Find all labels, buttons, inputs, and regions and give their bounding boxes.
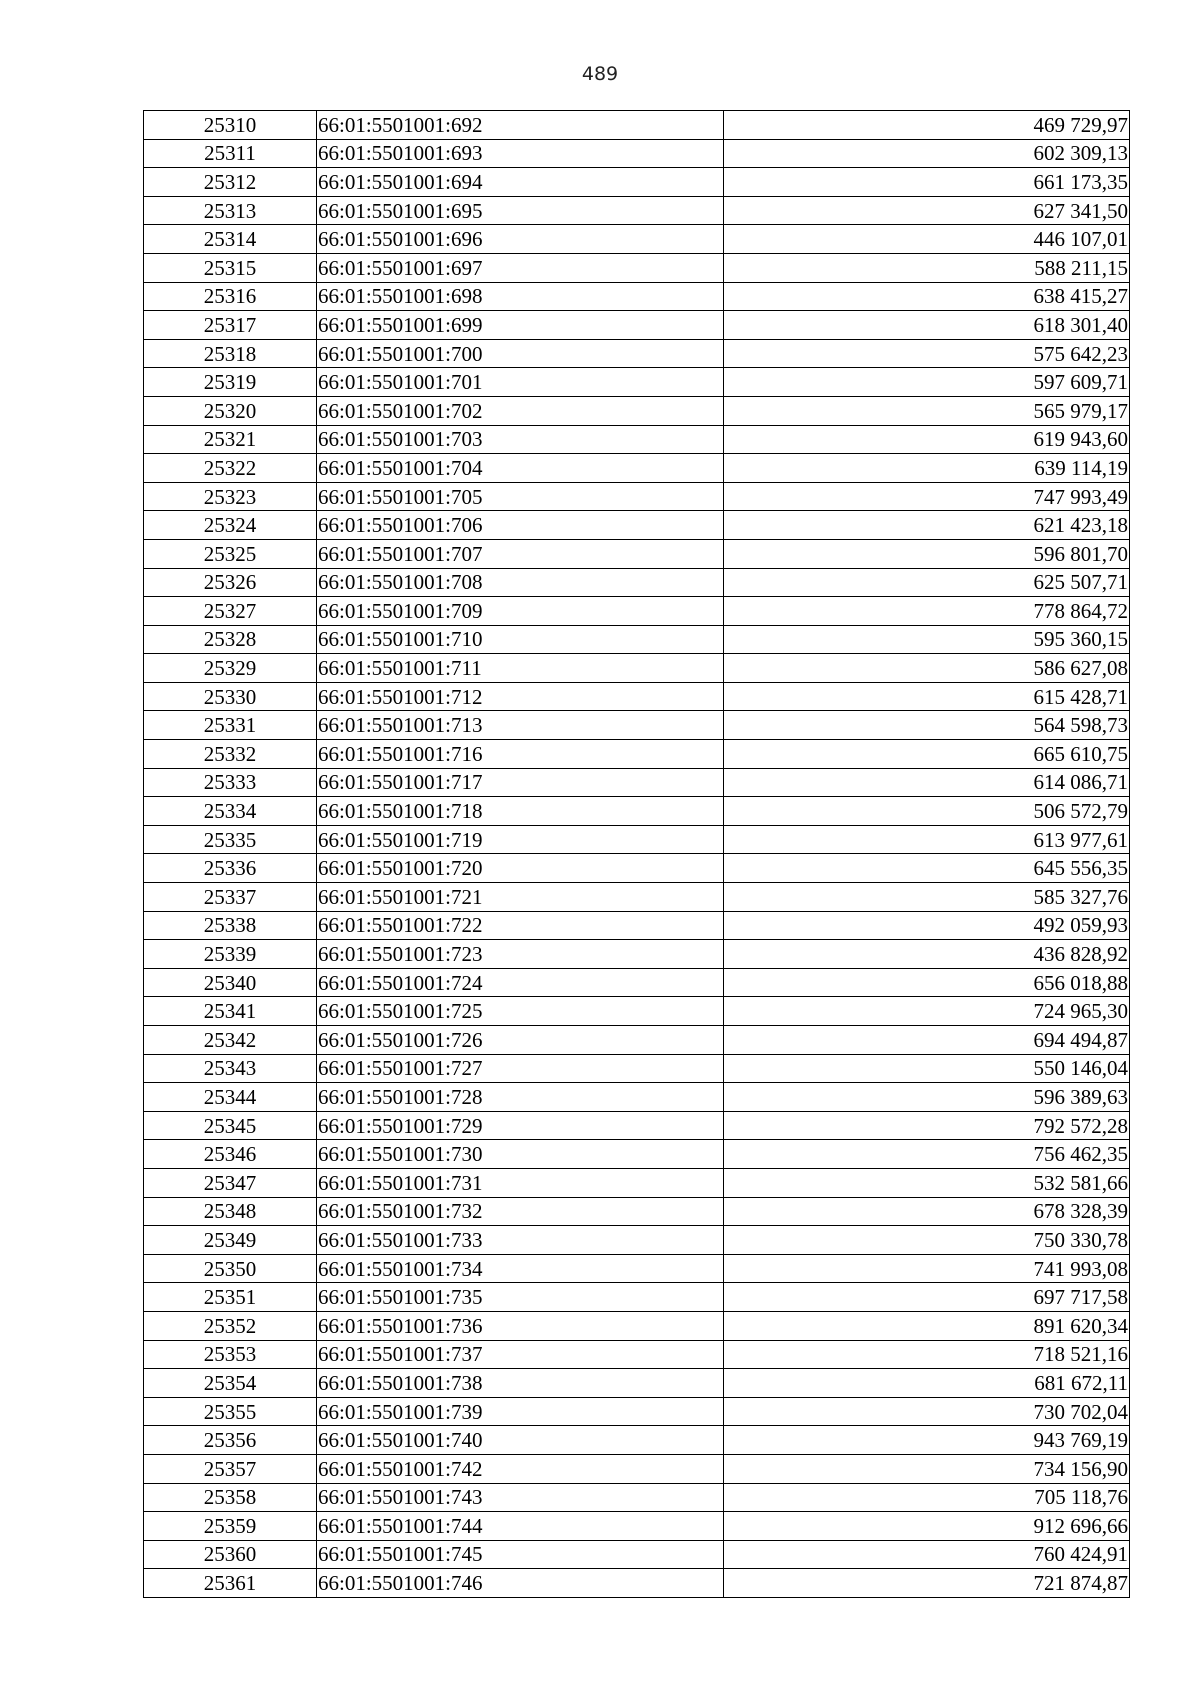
row-number-cell: 25351 [144, 1283, 317, 1312]
cadastral-number-cell: 66:01:5501001:746 [317, 1569, 724, 1598]
cadastral-number-cell: 66:01:5501001:718 [317, 797, 724, 826]
cadastral-value-cell: 678 328,39 [724, 1197, 1130, 1226]
cadastral-value-cell: 750 330,78 [724, 1226, 1130, 1255]
row-number-cell: 25321 [144, 425, 317, 454]
row-number-cell: 25346 [144, 1140, 317, 1169]
cadastral-number-cell: 66:01:5501001:721 [317, 883, 724, 912]
table-row [144, 1140, 1130, 1169]
table-row [144, 396, 1130, 425]
cadastral-value-cell: 730 702,04 [724, 1397, 1130, 1426]
table-row [144, 111, 1130, 140]
cadastral-number-cell: 66:01:5501001:722 [317, 911, 724, 940]
table-row [144, 511, 1130, 540]
table-row [144, 1283, 1130, 1312]
row-number-cell: 25316 [144, 282, 317, 311]
row-number-cell: 25358 [144, 1483, 317, 1512]
cadastral-number-cell: 66:01:5501001:707 [317, 539, 724, 568]
row-number-cell: 25318 [144, 339, 317, 368]
cadastral-number-cell: 66:01:5501001:704 [317, 454, 724, 483]
cadastral-value-cell: 912 696,66 [724, 1512, 1130, 1541]
cadastral-number-cell: 66:01:5501001:709 [317, 597, 724, 626]
row-number-cell: 25353 [144, 1340, 317, 1369]
table-row [144, 797, 1130, 826]
table-row [144, 911, 1130, 940]
cadastral-value-cell: 614 086,71 [724, 768, 1130, 797]
cadastral-value-cell: 694 494,87 [724, 1026, 1130, 1055]
row-number-cell: 25322 [144, 454, 317, 483]
row-number-cell: 25352 [144, 1311, 317, 1340]
cadastral-value-cell: 618 301,40 [724, 311, 1130, 340]
cadastral-value-cell: 721 874,87 [724, 1569, 1130, 1598]
cadastral-number-cell: 66:01:5501001:711 [317, 654, 724, 683]
cadastral-number-cell: 66:01:5501001:705 [317, 482, 724, 511]
row-number-cell: 25328 [144, 625, 317, 654]
table-row [144, 854, 1130, 883]
cadastral-value-cell: 661 173,35 [724, 168, 1130, 197]
cadastral-number-cell: 66:01:5501001:734 [317, 1254, 724, 1283]
cadastral-value-cell: 639 114,19 [724, 454, 1130, 483]
row-number-cell: 25345 [144, 1111, 317, 1140]
row-number-cell: 25349 [144, 1226, 317, 1255]
table-row [144, 1512, 1130, 1541]
cadastral-value-cell: 532 581,66 [724, 1168, 1130, 1197]
cadastral-number-cell: 66:01:5501001:730 [317, 1140, 724, 1169]
cadastral-number-cell: 66:01:5501001:740 [317, 1426, 724, 1455]
row-number-cell: 25340 [144, 968, 317, 997]
row-number-cell: 25359 [144, 1512, 317, 1541]
row-number-cell: 25350 [144, 1254, 317, 1283]
cadastral-number-cell: 66:01:5501001:719 [317, 825, 724, 854]
cadastral-value-cell: 596 389,63 [724, 1083, 1130, 1112]
cadastral-value-cell: 681 672,11 [724, 1369, 1130, 1398]
cadastral-number-cell: 66:01:5501001:739 [317, 1397, 724, 1426]
cadastral-number-cell: 66:01:5501001:742 [317, 1454, 724, 1483]
table-row [144, 282, 1130, 311]
table-row [144, 711, 1130, 740]
cadastral-number-cell: 66:01:5501001:743 [317, 1483, 724, 1512]
cadastral-number-cell: 66:01:5501001:702 [317, 396, 724, 425]
cadastral-value-cell: 588 211,15 [724, 253, 1130, 282]
cadastral-value-cell: 565 979,17 [724, 396, 1130, 425]
cadastral-value-cell: 656 018,88 [724, 968, 1130, 997]
cadastral-value-cell: 585 327,76 [724, 883, 1130, 912]
table-row [144, 940, 1130, 969]
row-number-cell: 25347 [144, 1168, 317, 1197]
cadastral-value-cell: 792 572,28 [724, 1111, 1130, 1140]
cadastral-value-cell: 760 424,91 [724, 1540, 1130, 1569]
table-row [144, 311, 1130, 340]
cadastral-value-cell: 665 610,75 [724, 740, 1130, 769]
row-number-cell: 25361 [144, 1569, 317, 1598]
table-row [144, 768, 1130, 797]
row-number-cell: 25341 [144, 997, 317, 1026]
cadastral-number-cell: 66:01:5501001:701 [317, 368, 724, 397]
table-row [144, 1311, 1130, 1340]
row-number-cell: 25325 [144, 539, 317, 568]
cadastral-number-cell: 66:01:5501001:720 [317, 854, 724, 883]
row-number-cell: 25332 [144, 740, 317, 769]
table-row [144, 1111, 1130, 1140]
cadastral-value-cell: 506 572,79 [724, 797, 1130, 826]
cadastral-number-cell: 66:01:5501001:699 [317, 311, 724, 340]
page-number: 489 [581, 63, 619, 85]
table-row [144, 425, 1130, 454]
table-row [144, 740, 1130, 769]
cadastral-number-cell: 66:01:5501001:724 [317, 968, 724, 997]
row-number-cell: 25317 [144, 311, 317, 340]
table-row [144, 625, 1130, 654]
cadastral-number-cell: 66:01:5501001:695 [317, 196, 724, 225]
row-number-cell: 25339 [144, 940, 317, 969]
cadastral-value-cell: 734 156,90 [724, 1454, 1130, 1483]
cadastral-number-cell: 66:01:5501001:700 [317, 339, 724, 368]
cadastral-value-cell: 724 965,30 [724, 997, 1130, 1026]
row-number-cell: 25333 [144, 768, 317, 797]
row-number-cell: 25342 [144, 1026, 317, 1055]
cadastral-number-cell: 66:01:5501001:733 [317, 1226, 724, 1255]
cadastral-number-cell: 66:01:5501001:710 [317, 625, 724, 654]
table-row [144, 253, 1130, 282]
table-row [144, 139, 1130, 168]
cadastral-number-cell: 66:01:5501001:723 [317, 940, 724, 969]
table-row [144, 1426, 1130, 1455]
cadastral-number-cell: 66:01:5501001:726 [317, 1026, 724, 1055]
cadastral-value-cell: 597 609,71 [724, 368, 1130, 397]
cadastral-number-cell: 66:01:5501001:735 [317, 1283, 724, 1312]
cadastral-value-cell: 756 462,35 [724, 1140, 1130, 1169]
cadastral-number-cell: 66:01:5501001:725 [317, 997, 724, 1026]
row-number-cell: 25313 [144, 196, 317, 225]
row-number-cell: 25344 [144, 1083, 317, 1112]
cadastral-value-cell: 778 864,72 [724, 597, 1130, 626]
cadastral-number-cell: 66:01:5501001:692 [317, 111, 724, 140]
table-row [144, 225, 1130, 254]
row-number-cell: 25320 [144, 396, 317, 425]
cadastral-number-cell: 66:01:5501001:745 [317, 1540, 724, 1569]
cadastral-number-cell: 66:01:5501001:738 [317, 1369, 724, 1398]
row-number-cell: 25337 [144, 883, 317, 912]
table-row [144, 1226, 1130, 1255]
cadastral-value-cell: 615 428,71 [724, 682, 1130, 711]
cadastral-number-cell: 66:01:5501001:731 [317, 1168, 724, 1197]
cadastral-value-cell: 638 415,27 [724, 282, 1130, 311]
row-number-cell: 25310 [144, 111, 317, 140]
cadastral-number-cell: 66:01:5501001:729 [317, 1111, 724, 1140]
table-row [144, 1369, 1130, 1398]
cadastral-value-cell: 627 341,50 [724, 196, 1130, 225]
cadastral-value-cell: 943 769,19 [724, 1426, 1130, 1455]
cadastral-number-cell: 66:01:5501001:736 [317, 1311, 724, 1340]
row-number-cell: 25356 [144, 1426, 317, 1455]
cadastral-number-cell: 66:01:5501001:712 [317, 682, 724, 711]
table-row [144, 1083, 1130, 1112]
row-number-cell: 25327 [144, 597, 317, 626]
cadastral-value-cell: 436 828,92 [724, 940, 1130, 969]
row-number-cell: 25314 [144, 225, 317, 254]
row-number-cell: 25334 [144, 797, 317, 826]
table-row [144, 654, 1130, 683]
cadastral-value-cell: 492 059,93 [724, 911, 1130, 940]
table-row [144, 1340, 1130, 1369]
table-row [144, 968, 1130, 997]
cadastral-number-cell: 66:01:5501001:713 [317, 711, 724, 740]
table-row [144, 368, 1130, 397]
table-row [144, 1397, 1130, 1426]
row-number-cell: 25312 [144, 168, 317, 197]
table-row [144, 1168, 1130, 1197]
row-number-cell: 25329 [144, 654, 317, 683]
cadastral-value-cell: 564 598,73 [724, 711, 1130, 740]
cadastral-number-cell: 66:01:5501001:698 [317, 282, 724, 311]
table-row [144, 1569, 1130, 1598]
cadastral-number-cell: 66:01:5501001:694 [317, 168, 724, 197]
cadastral-number-cell: 66:01:5501001:697 [317, 253, 724, 282]
table-row [144, 997, 1130, 1026]
cadastral-value-cell: 645 556,35 [724, 854, 1130, 883]
cadastral-number-cell: 66:01:5501001:744 [317, 1512, 724, 1541]
cadastral-value-table [143, 110, 1130, 1598]
row-number-cell: 25335 [144, 825, 317, 854]
cadastral-number-cell: 66:01:5501001:728 [317, 1083, 724, 1112]
row-number-cell: 25330 [144, 682, 317, 711]
table-row [144, 454, 1130, 483]
cadastral-value-cell: 705 118,76 [724, 1483, 1130, 1512]
cadastral-value-cell: 596 801,70 [724, 539, 1130, 568]
table-row [144, 339, 1130, 368]
row-number-cell: 25324 [144, 511, 317, 540]
cadastral-number-cell: 66:01:5501001:708 [317, 568, 724, 597]
table-row [144, 196, 1130, 225]
row-number-cell: 25315 [144, 253, 317, 282]
table-row [144, 168, 1130, 197]
row-number-cell: 25311 [144, 139, 317, 168]
table-row [144, 1454, 1130, 1483]
cadastral-number-cell: 66:01:5501001:732 [317, 1197, 724, 1226]
cadastral-value-cell: 550 146,04 [724, 1054, 1130, 1083]
cadastral-number-cell: 66:01:5501001:717 [317, 768, 724, 797]
table-row [144, 482, 1130, 511]
cadastral-number-cell: 66:01:5501001:693 [317, 139, 724, 168]
row-number-cell: 25319 [144, 368, 317, 397]
row-number-cell: 25336 [144, 854, 317, 883]
row-number-cell: 25348 [144, 1197, 317, 1226]
cadastral-value-cell: 625 507,71 [724, 568, 1130, 597]
cadastral-value-cell: 575 642,23 [724, 339, 1130, 368]
cadastral-value-cell: 446 107,01 [724, 225, 1130, 254]
row-number-cell: 25354 [144, 1369, 317, 1398]
cadastral-value-cell: 621 423,18 [724, 511, 1130, 540]
cadastral-value-cell: 697 717,58 [724, 1283, 1130, 1312]
table-row [144, 1197, 1130, 1226]
table-row [144, 825, 1130, 854]
cadastral-number-cell: 66:01:5501001:727 [317, 1054, 724, 1083]
table-row [144, 1054, 1130, 1083]
table-row [144, 883, 1130, 912]
table-row [144, 1026, 1130, 1055]
table-row [144, 1540, 1130, 1569]
table-row [144, 568, 1130, 597]
table-row [144, 539, 1130, 568]
cadastral-value-cell: 595 360,15 [724, 625, 1130, 654]
cadastral-number-cell: 66:01:5501001:716 [317, 740, 724, 769]
row-number-cell: 25323 [144, 482, 317, 511]
table-row [144, 1254, 1130, 1283]
row-number-cell: 25357 [144, 1454, 317, 1483]
cadastral-value-cell: 891 620,34 [724, 1311, 1130, 1340]
cadastral-value-cell: 602 309,13 [724, 139, 1130, 168]
row-number-cell: 25331 [144, 711, 317, 740]
table-body [144, 111, 1130, 1598]
cadastral-number-cell: 66:01:5501001:706 [317, 511, 724, 540]
cadastral-number-cell: 66:01:5501001:696 [317, 225, 724, 254]
row-number-cell: 25355 [144, 1397, 317, 1426]
row-number-cell: 25360 [144, 1540, 317, 1569]
cadastral-value-cell: 613 977,61 [724, 825, 1130, 854]
cadastral-value-cell: 741 993,08 [724, 1254, 1130, 1283]
cadastral-value-cell: 747 993,49 [724, 482, 1130, 511]
cadastral-number-cell: 66:01:5501001:737 [317, 1340, 724, 1369]
cadastral-value-cell: 469 729,97 [724, 111, 1130, 140]
row-number-cell: 25326 [144, 568, 317, 597]
cadastral-value-cell: 586 627,08 [724, 654, 1130, 683]
table-row [144, 682, 1130, 711]
row-number-cell: 25343 [144, 1054, 317, 1083]
row-number-cell: 25338 [144, 911, 317, 940]
cadastral-number-cell: 66:01:5501001:703 [317, 425, 724, 454]
table-row [144, 597, 1130, 626]
cadastral-value-cell: 718 521,16 [724, 1340, 1130, 1369]
table-row [144, 1483, 1130, 1512]
cadastral-value-cell: 619 943,60 [724, 425, 1130, 454]
